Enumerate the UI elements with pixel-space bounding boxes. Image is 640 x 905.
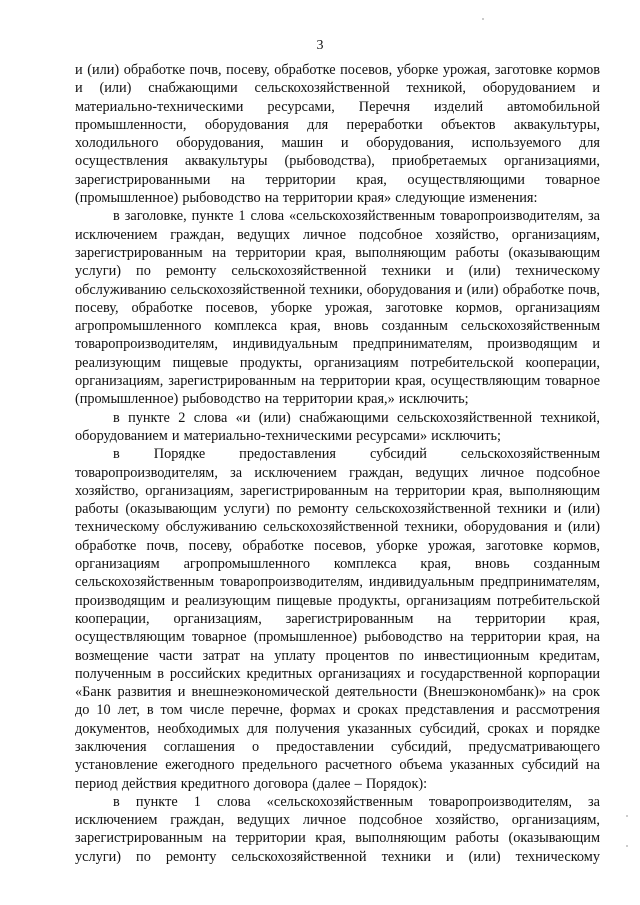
paragraph-procedure-clause-1: в пункте 1 слова «сельскохозяйственным товаропроизводителям, за исключением граждан, ведущих личное подсобное хозяйство, организациям, зарегистрированным на территории края, выполняющим работы (оказывающим услуги) по ремонту сельскохозяйственной техники и (или) техническому <box>75 793 600 865</box>
scan-speck <box>626 845 628 847</box>
scan-speck <box>482 18 484 20</box>
paragraph-clause-2: в пункте 2 слова «и (или) снабжающими сельскохозяйственной техникой, оборудованием и материально-техническими ресурсами» исключить; <box>75 409 600 444</box>
paragraph-intro-continuation: и (или) обработке почв, посеву, обработке посевов, уборке урожая, заготовке кормов и (или) снабжающими сельскохозяйственной техникой, оборудованием и материально-техническими ресурсами, Перечня изделий автомобильной промышленности, оборудования для переработки объектов аквакультуры, холодильного оборудования, машин и оборудования, используемого для осуществления аквакультуры (рыбоводства), приобретаемых организациями, зарегистрированными на территории края, осуществляющими товарное (промышленное) рыбоводство на территории края» следующие изменения: <box>75 62 600 207</box>
page-number: 3 <box>316 38 324 53</box>
scan-speck <box>626 815 628 817</box>
paragraph-procedure: в Порядке предоставления субсидий сельскохозяйственным товаропроизводителям, за исключением граждан, ведущих личное подсобное хозяйство, организациям, зарегистрированным на территории края, выполняющим работы (оказывающим услуги) по ремонту сельскохозяйственной техники и (или) техническому обслуживанию сельскохозяйственной техники, оборудования и (или) обработке почв, посеву, обработке посевов, уборке урожая, заготовке кормов, организациям агропромышленного комплекса края, вновь созданным сельскохозяйственным товаропроизводителям, индивидуальным предпринимателям, производящим и реализующим пищевые продукты, организациям потребительской кооперации, организациям, зарегистрированным на территории края, осуществляющим товарное (промышленное) рыбоводство на территории края, на возмещение части затрат на уплату процентов по инвестиционным кредитам, полученным в российских кредитных организациях и государственной корпорации «Банк развития и внешнеэкономической деятельности (Внешэкономбанк)» на срок до 10 лет, в том числе перечне, формах и сроках представления и рассмотрения документов, необходимых для получения указанных субсидий, сроках и порядке заключения соглашения о предоставлении субсидий, предусматривающего установление ежегодного предельного расчетного объема указанных субсидий на период действия кредитного договора (далее – Порядок): <box>75 446 600 792</box>
document-body <box>75 61 600 866</box>
paragraph-title-clause-1: в заголовке, пункте 1 слова «сельскохозяйственным товаропроизводителям, за исключением граждан, ведущих личное подсобное хозяйство, организациям, зарегистрированным на территории края, выполняющим работы (оказывающим услуги) по ремонту сельскохозяйственной техники и (или) техническому обслуживанию сельскохозяйственной техники, оборудования и (или) обработке почв, посеву, обработке посевов, уборке урожая, заготовке кормов, организациям агропромышленного комплекса края, вновь созданным сельскохозяйственным товаропроизводителям, индивидуальным предпринимателям, производящим и реализующим пищевые продукты, организациям потребительской кооперации, организациям, зарегистрированным на территории края, осуществляющим товарное (промышленное) рыбоводство на территории края,» исключить; <box>75 208 600 408</box>
